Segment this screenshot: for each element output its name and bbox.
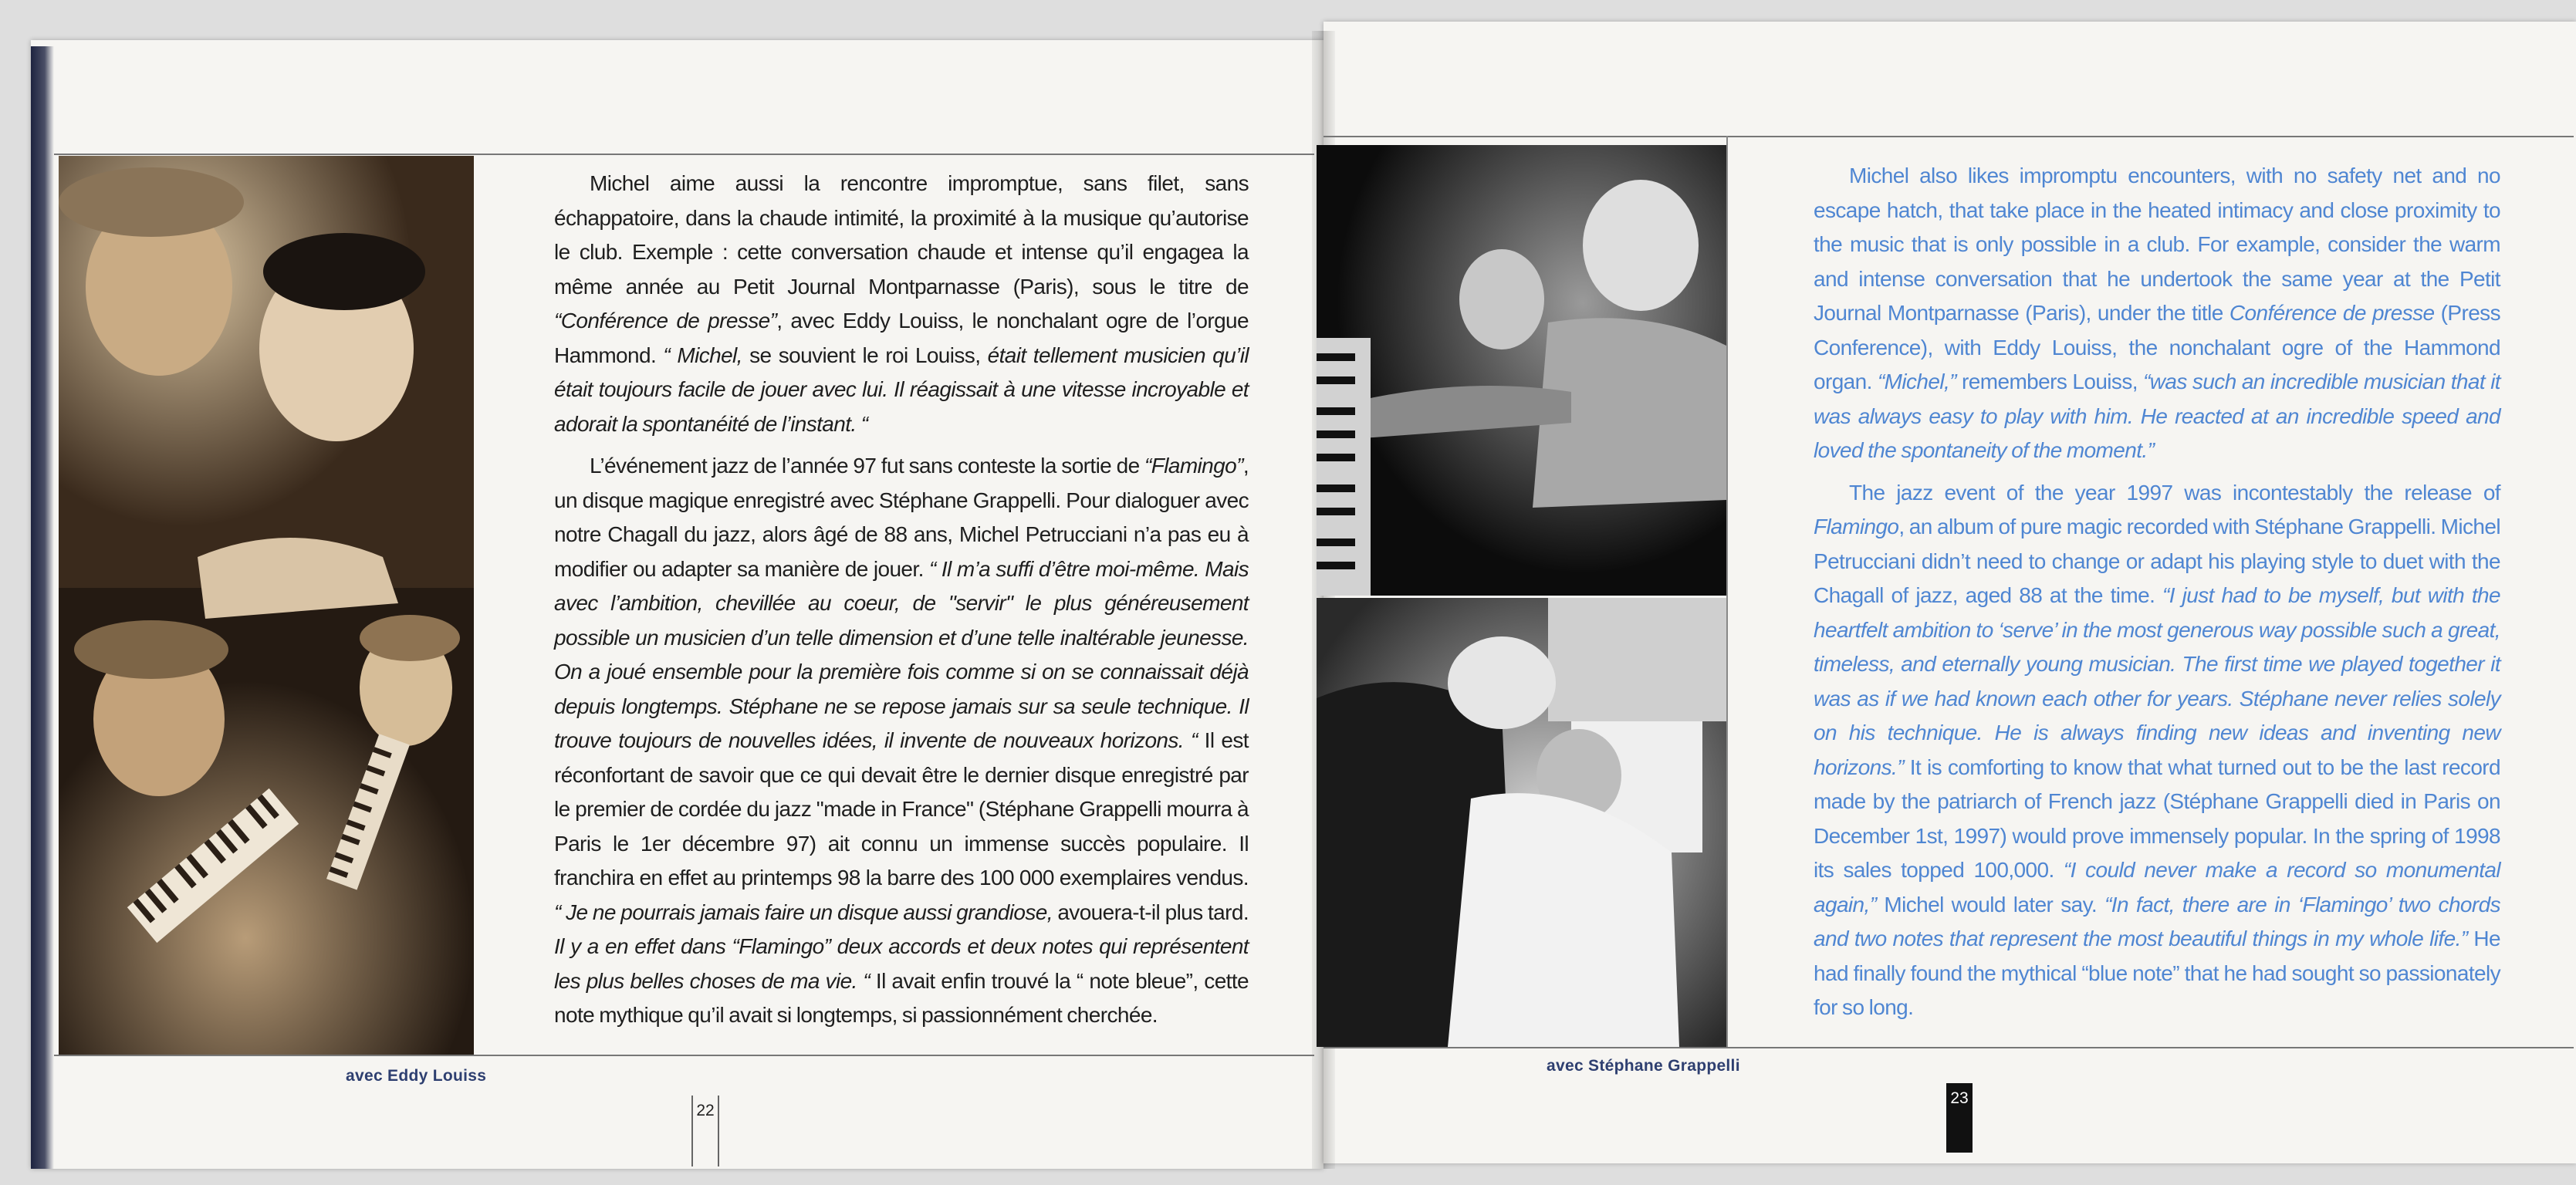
- fr-p1-run-4: “ Michel,: [663, 343, 742, 367]
- fr-p2-run-2: “Flamingo”: [1144, 454, 1243, 478]
- caption-right-photo: avec Stéphane Grappelli: [1547, 1057, 1740, 1075]
- fr-p2-run-9: Il avait enfin trouvé la “ note bleue”, cette note mythique qu’il avait si longtemps, si passionnément cherchée.: [554, 968, 1249, 1027]
- photo-piano-duo: [1317, 145, 1726, 596]
- fr-p2-run-4: “ Il m’a suffi d’être moi-même. Mais avec l’ambition, chevillée au coeur, de "servir" le plus généreusement possible un musicien d’un telle dimension et d’une telle inaltérable jeunesse. On a joué ensemble pour la première fois comme si on se connaissait déjà depuis longtemps. Stéphane ne se repose jamais sur sa seule technique. Il trouve toujours de nouvelles idées, il invente de nouveaux horizons. “: [554, 556, 1249, 752]
- fr-p2-run-7: avouera-t-il plus tard.: [1052, 900, 1249, 924]
- en-p1-run-5: remembers Louiss,: [1956, 370, 2144, 393]
- en-p2-run-5: It is comforting to know that what turned out to be the last record made by the patriarch of French jazz (Stéphane Grappelli died in Paris on December 1st, 1997) would prove immensely popular. In the spring of 1998 its sales topped 100,000.: [1814, 755, 2500, 882]
- english-text-column: [1814, 159, 2500, 1025]
- fr-p1-run-5: se souvient le roi Louiss,: [742, 343, 988, 367]
- en-p2-run-8: “In fact, there are in ‘Flamingo’ two chords and two notes that represent the most beautiful things in my whole life.”: [1814, 892, 2500, 950]
- english-paragraph-2: [1814, 476, 2500, 1025]
- en-p1-run-4: “Michel,”: [1877, 370, 1956, 393]
- fr-p2-run-6: “ Je ne pourrais jamais faire un disque aussi grandiose,: [554, 900, 1053, 924]
- french-paragraph-2: [554, 449, 1249, 1033]
- en-p2-run-4: “I just had to be myself, but with the heartfelt ambition to ‘serve’ in the most generous way possible such a great, timeless, and eternally young musician. The first time we played together it was as if we had known each other for years. Stéphane never relies solely on his technique. He is always finding new ideas and inventing new horizons.”: [1814, 583, 2500, 779]
- left-bottom-rule: [54, 1055, 1314, 1056]
- caption-left-photo: avec Eddy Louiss: [346, 1067, 487, 1085]
- en-p2-run-3: , an album of pure magic recorded with Stéphane Grappelli. Michel Petrucciani didn’t need to change or adapt his playing style to duet with the Chagall of jazz, aged 88 at the time.: [1814, 515, 2500, 607]
- en-p2-run-7: Michel would later say.: [1876, 892, 2105, 917]
- page-number-left: 22: [691, 1096, 719, 1166]
- left-top-rule: [54, 154, 1314, 155]
- right-photo-divider: [1726, 136, 1728, 1047]
- french-text-column: [554, 167, 1249, 1033]
- right-top-rule: [1323, 136, 2574, 137]
- en-p2-run-9: He had finally found the mythical “blue note” that he had sought so passionately for so long.: [1814, 927, 2500, 1019]
- en-p2-run-6: “I could never make a record so monumental again,”: [1814, 858, 2501, 917]
- french-paragraph-1: [554, 167, 1249, 441]
- english-paragraph-1: [1814, 159, 2500, 468]
- en-p1-run-6: “was such an incredible musician that it was always easy to play with him. He reacted at an incredible speed and loved the spontaneity of the moment.”: [1814, 370, 2500, 462]
- fr-p2-run-3: , un disque magique enregistré avec Stéphane Grappelli. Pour dialoguer avec notre Chagall du jazz, alors âgé de 88 ans, Michel Petrucciani n’a pas eu à modifier ou adapter sa manière de jouer.: [554, 454, 1249, 581]
- page-number-right: 23: [1946, 1083, 1973, 1153]
- right-bottom-rule: [1323, 1047, 2574, 1048]
- photo-eddy-louiss-collage: [59, 156, 474, 1055]
- fr-p2-run-1: L’événement jazz de l’année 97 fut sans conteste la sortie de: [590, 454, 1144, 478]
- photo-embrace: [1317, 598, 1726, 1047]
- en-p1-run-3: (Press Conference), with Eddy Louiss, the nonchalant ogre of the Hammond organ.: [1814, 301, 2500, 393]
- en-p2-run-1: The jazz event of the year 1997 was incontestably the release of: [1849, 480, 2500, 505]
- en-p2-run-2: Flamingo: [1814, 515, 1899, 538]
- en-p1-run-2: Conférence de presse: [2229, 301, 2435, 325]
- fr-p2-run-8: Il y a en effet dans “Flamingo” deux accords et deux notes qui représentent les plus belles choses de ma vie. “: [554, 934, 1249, 993]
- fr-p1-run-1: Michel aime aussi la rencontre impromptue, sans filet, sans échappatoire, dans la chaude intimité, la proximité à la musique qu’autorise le club. Exemple : cette conversation chaude et intense qu’il engagea la même année au Petit Journal Montparnasse (Paris), sous le titre de: [554, 171, 1249, 299]
- booklet-edge: [31, 46, 54, 1169]
- fr-p1-run-2: “Conférence de presse”: [554, 309, 777, 333]
- en-p1-run-1: Michel also likes impromptu encounters, with no safety net and no escape hatch, that take place in the heated intimacy and close proximity to the music that is only possible in a club. For example, consider the warm and intense conversation that he undertook the same year at the Petit Journal Montparnasse (Paris), under the title: [1814, 164, 2500, 325]
- fr-p2-run-5: Il est réconfortant de savoir que ce qui devait être le dernier disque enregistré par le premier de cordée du jazz "made in France" (Stéphane Grappelli mourra à Paris le 1er décembre 97) ait connu un immense succès populaire. Il franchira en effet au printemps 98 la barre des 100 000 exemplaires vendus.: [554, 728, 1249, 890]
- fr-p1-run-3: , avec Eddy Louiss, le nonchalant ogre de l’orgue Hammond.: [554, 309, 1249, 367]
- fr-p1-run-6: était tellement musicien qu’il était toujours facile de jouer avec lui. Il réagissait à une vitesse incroyable et adorait la spontanéité de l’instant. “: [554, 343, 1249, 436]
